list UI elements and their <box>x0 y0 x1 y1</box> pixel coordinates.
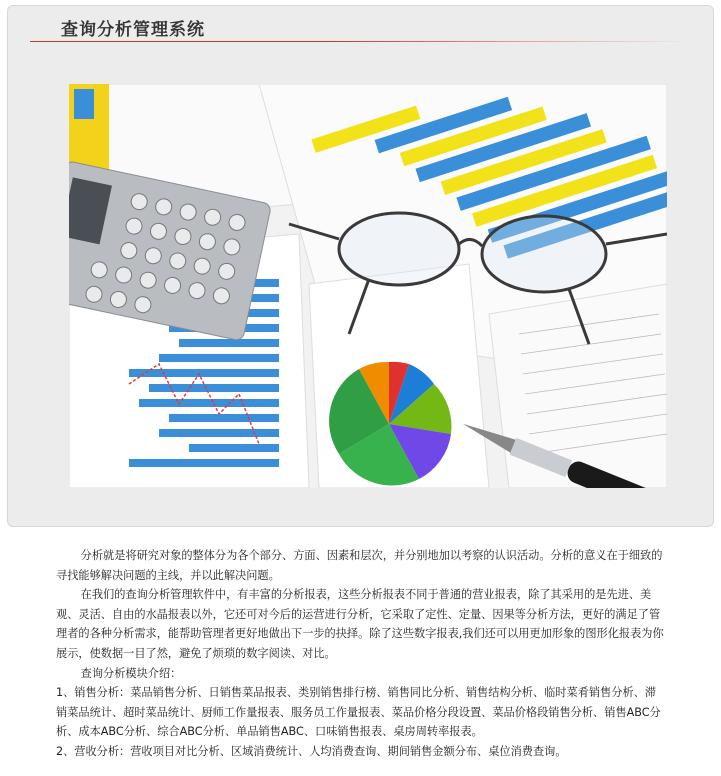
article-body <box>56 546 664 762</box>
article-paragraph: 在我们的查询分析管理软件中，有丰富的分析报表，这些分析报表不同于普通的营业报表，除了其采用的是先进、美观、灵活、自由的水晶报表以外，它还可对今后的运营进行分析，它采取了定性、定量、因果等分析方法，更好的满足了管理者的各种分析需求，能帮助管理者更好地做出下一步的抉择。除了这些数字报表,我们还可以用更加形象的图形化报表为你展示，使数据一目了然，避免了烦琐的数字阅读、对比。 <box>56 588 664 660</box>
page-title: 查询分析管理系统 <box>61 20 205 40</box>
article-paragraph: 分析就是将研究对象的整体分为各个部分、方面、因素和层次，并分别地加以考察的认识活动。分析的意义在于细致的寻找能够解决问题的主线，并以此解决问题。 <box>56 549 663 582</box>
module-intro-heading: 查询分析模块介绍： <box>80 666 182 680</box>
header-panel <box>7 5 714 527</box>
list-item: 2、营收分析：营收项目对比分析、区域消费统计、人均消费查询、期间销售金额分布、桌位消费查询。 <box>56 744 567 758</box>
photo-analysis-documents-icon <box>69 84 667 488</box>
title-divider <box>30 41 690 42</box>
list-item: 1、销售分析：菜品销售分析、日销售菜品报表、类别销售排行榜、销售同比分析、销售结构分析、临时菜肴销售分析、滞销菜品统计、超时菜品统计、厨师工作量报表、服务员工作量报表、菜品价格分段设置、菜品价格段销售分析、销售ABC分析、成本ABC分析、综合ABC分析、单品销售ABC、口味销售报表、桌房周转率报表。 <box>56 686 661 739</box>
analysis-photo <box>69 84 667 488</box>
